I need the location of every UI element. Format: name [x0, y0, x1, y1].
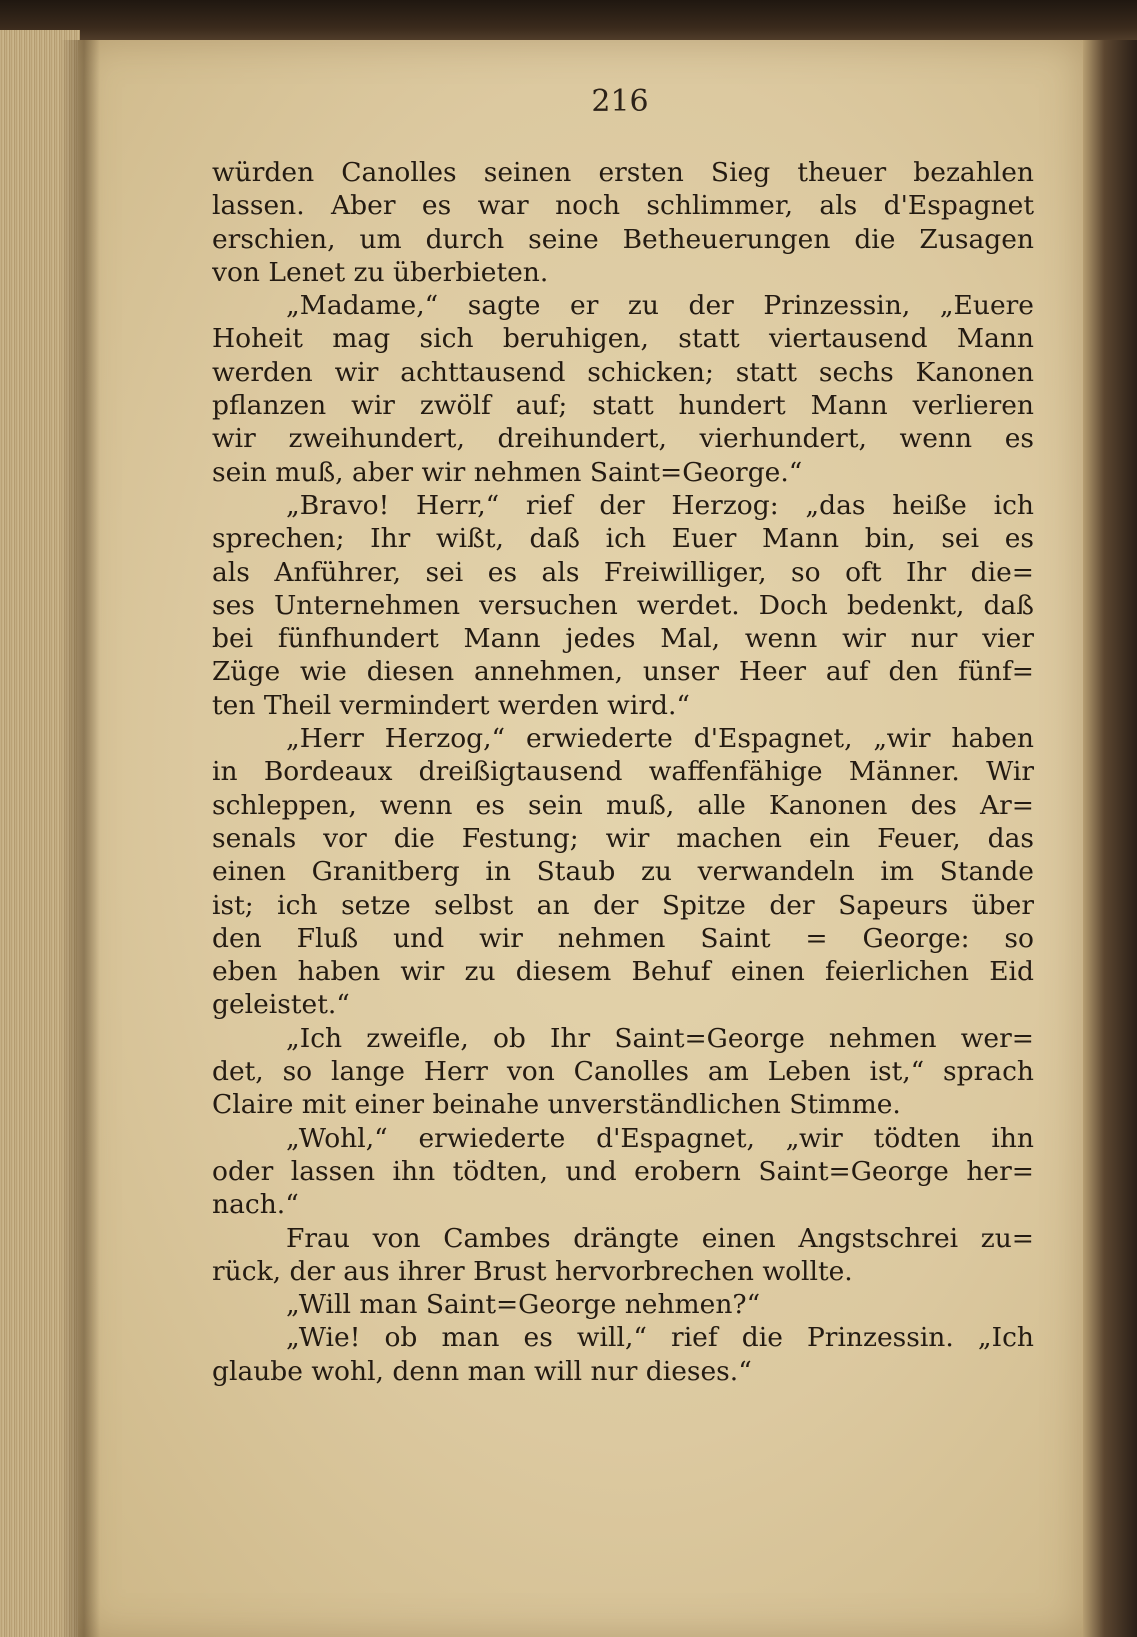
text-line: wir zweihundert, dreihundert, vierhundert, wenn es [212, 423, 1034, 455]
text-line: werden wir achttausend schicken; statt sechs Kanonen [212, 356, 1034, 388]
text-line: sein muß, aber wir nehmen Saint=George.“ [212, 456, 803, 488]
text-line: „Madame,“ sagte er zu der Prinzessin, „Euere [286, 290, 1034, 322]
text-line: Frau von Cambes drängte einen Angstschrei zu= [286, 1222, 1034, 1254]
text-line: Hoheit mag sich beruhigen, statt viertausend Mann [212, 323, 1034, 355]
text-line: det, so lange Herr von Canolles am Leben ist,“ sprach [212, 1056, 1034, 1088]
text-line: eben haben wir zu diesem Behuf einen feierlichen Eid [212, 956, 1034, 988]
text-line: lassen. Aber es war noch schlimmer, als d'Espagnet [212, 190, 1034, 222]
text-line: würden Canolles seinen ersten Sieg theuer bezahlen [212, 157, 1034, 188]
text-line: Züge wie diesen annehmen, unser Heer auf den fünf= [212, 656, 1034, 688]
text-line: rück, der aus ihrer Brust hervorbrechen wollte. [212, 1255, 853, 1287]
text-line: ist; ich setze selbst an der Spitze der Sapeurs über [212, 889, 1034, 921]
page-number: 216 [591, 84, 649, 119]
text-line: „Ich zweifle, ob Ihr Saint=George nehmen wer= [286, 1022, 1034, 1054]
text-line: glaube wohl, denn man will nur dieses.“ [212, 1355, 752, 1387]
text-line: „Wie! ob man es will,“ rief die Prinzessin. „Ich [286, 1322, 1034, 1354]
text-line: von Lenet zu überbieten. [212, 256, 549, 288]
text-line: Claire mit einer beinahe unverständlichen Stimme. [212, 1089, 901, 1121]
body-text [212, 156, 1034, 1388]
text-line: erschien, um durch seine Betheuerungen die Zusagen [212, 223, 1034, 255]
text-line: geleistet.“ [212, 989, 350, 1021]
spine-shadow [60, 40, 100, 1637]
text-line: „Herr Herzog,“ erwiederte d'Espagnet, „wir haben [286, 723, 1034, 755]
text-line: den Fluß und wir nehmen Saint = George: so [212, 922, 1034, 954]
text-line: in Bordeaux dreißigtausend waffenfähige Männer. Wir [212, 756, 1034, 788]
text-line: einen Granitberg in Staub zu verwandeln im Stande [212, 856, 1034, 888]
text-line: schleppen, wenn es sein muß, alle Kanonen des Ar= [212, 789, 1034, 821]
text-line: pflanzen wir zwölf auf; statt hundert Mann verlieren [212, 390, 1034, 422]
text-line: ten Theil vermindert werden wird.“ [212, 689, 690, 721]
text-line: bei fünfhundert Mann jedes Mal, wenn wir nur vier [212, 623, 1034, 655]
text-line: oder lassen ihn tödten, und erobern Saint=George her= [212, 1155, 1034, 1187]
text-line: ses Unternehmen versuchen werdet. Doch bedenkt, daß [212, 589, 1034, 621]
text-line: „Bravo! Herr,“ rief der Herzog: „das heiße ich [286, 489, 1034, 521]
text-line: „Will man Saint=George nehmen?“ [286, 1289, 761, 1321]
text-line: sprechen; Ihr wißt, daß ich Euer Mann bin, sei es [212, 523, 1034, 555]
text-line: nach.“ [212, 1189, 299, 1221]
text-line: als Anführer, sei es als Freiwilliger, so oft Ihr die= [212, 556, 1034, 588]
text-line: senals vor die Festung; wir machen ein Feuer, das [212, 822, 1034, 854]
text-line: „Wohl,“ erwiederte d'Espagnet, „wir tödten ihn [286, 1122, 1034, 1154]
book-right-edge [1083, 40, 1137, 1637]
